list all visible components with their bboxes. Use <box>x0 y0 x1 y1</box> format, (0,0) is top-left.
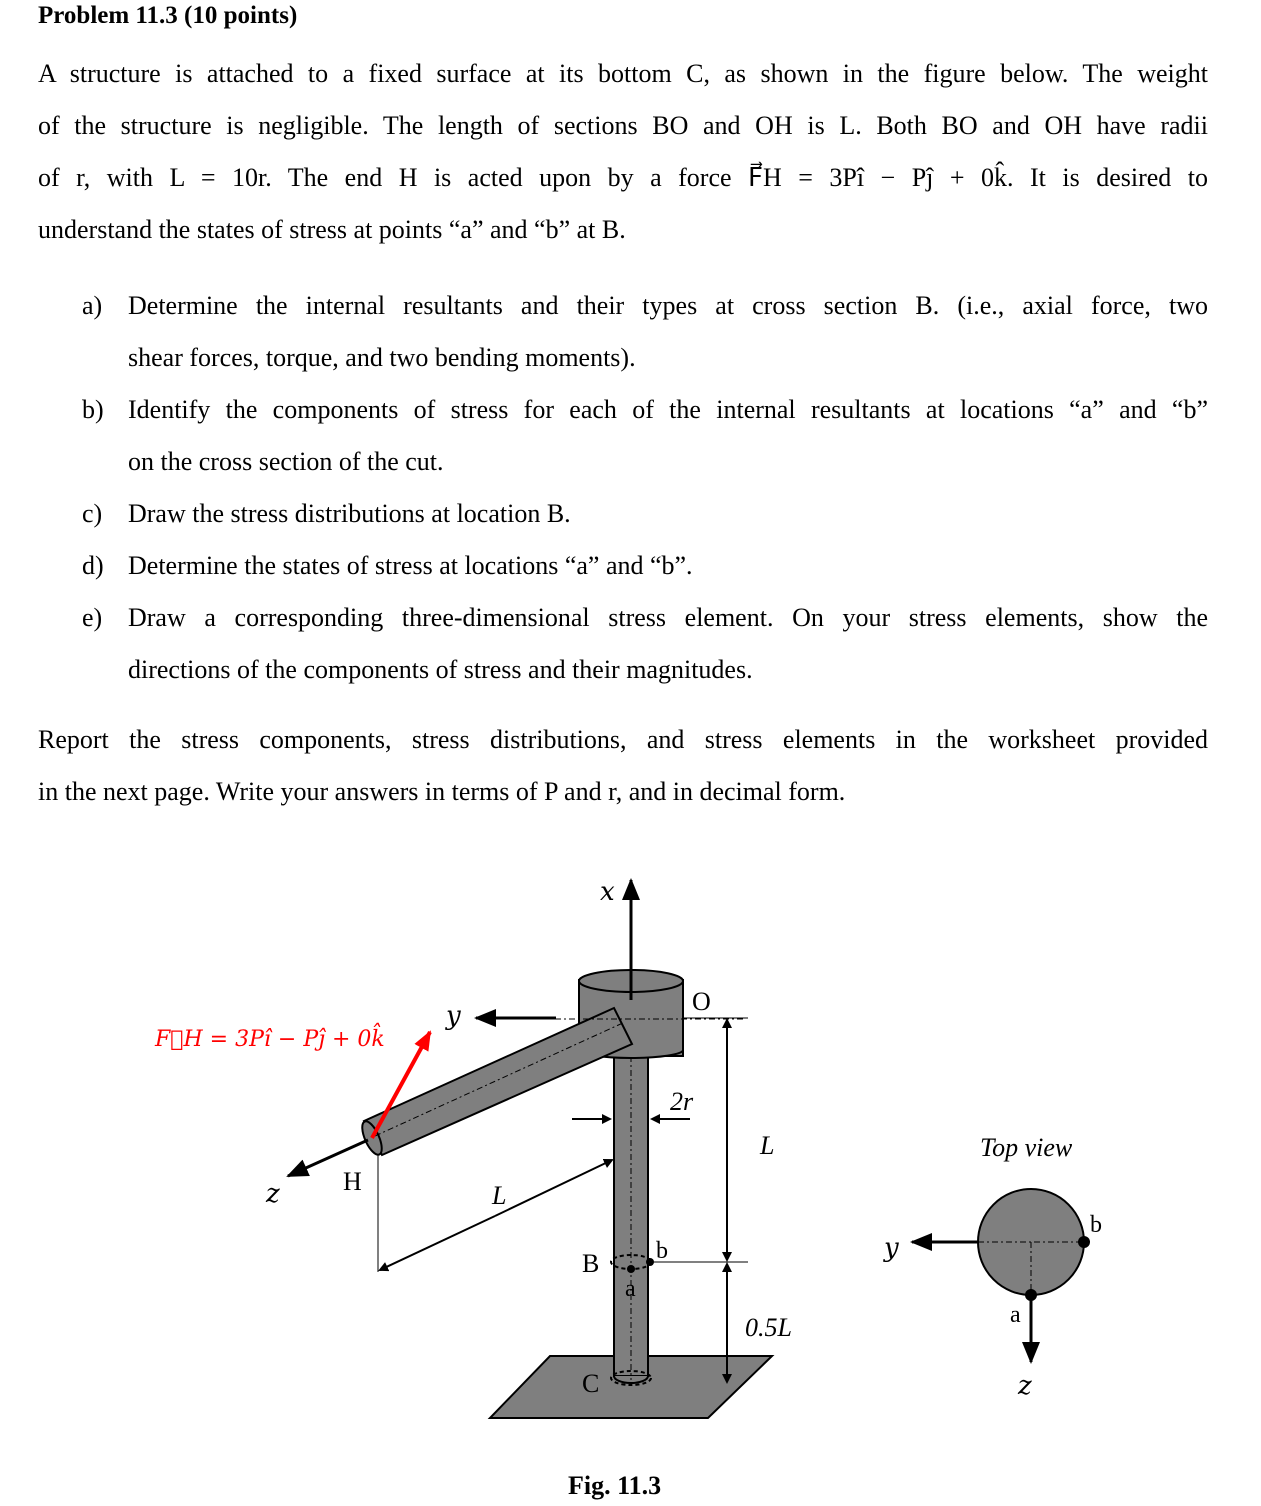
axis-y-label: y <box>446 1001 461 1031</box>
axis-z-label: z <box>266 1179 280 1209</box>
point-a-dot <box>627 1265 635 1273</box>
intro-line: of the structure is negligible. The length of sections BO and OH is L. Both BO and OH have radii <box>38 111 1208 140</box>
intro-line: of r, with L = 10r. The end H is acted upon by a force F⃗H = 3Pî − Pĵ + 0k̂. It is desired to <box>38 163 1208 192</box>
axis-x-label: x <box>600 877 615 907</box>
force-label: F⃗H = 3Pî − Pĵ + 0k̂ <box>155 1027 385 1052</box>
report-line: Report the stress components, stress distributions, and stress elements in the worksheet provided <box>38 725 1208 754</box>
report-line: in the next page. Write your answers in terms of P and r, and in decimal form. <box>38 777 846 806</box>
question-label: b) <box>82 395 104 424</box>
top-view-axis-y: y <box>884 1233 899 1263</box>
dim-05L-label: 0.5L <box>745 1313 792 1342</box>
point-H-label: H <box>343 1167 362 1196</box>
point-B-label: B <box>582 1249 600 1278</box>
point-a-label: a <box>625 1276 636 1302</box>
top-view-point-b-label: b <box>1090 1212 1102 1238</box>
dim-L-arm <box>380 1216 495 1270</box>
top-view-point-b <box>1078 1236 1090 1248</box>
figure-caption: Fig. 11.3 <box>568 1471 662 1500</box>
question-line: on the cross section of the cut. <box>128 447 444 476</box>
question-label: a) <box>82 291 103 320</box>
point-O-label: O <box>692 987 711 1016</box>
question-line: Determine the internal resultants and their types at cross section B. (i.e., axial force, two <box>128 291 1208 320</box>
top-view-axis-z: z <box>1018 1371 1032 1401</box>
top-view-point-a <box>1025 1289 1037 1301</box>
point-C-label: C <box>582 1369 600 1398</box>
dim-2r-label: 2r <box>670 1087 694 1116</box>
question-line: Determine the states of stress at locations “a” and “b”. <box>128 551 693 580</box>
question-line: shear forces, torque, and two bending moments). <box>128 343 636 372</box>
question-label: e) <box>82 603 103 632</box>
top-view-point-a-label: a <box>1010 1302 1021 1328</box>
dim-L-vertical-label: L <box>760 1131 775 1160</box>
dim-L-arm-label: L <box>492 1181 507 1210</box>
intro-line: A structure is attached to a fixed surface at its bottom C, as shown in the figure below. The weight <box>38 59 1208 88</box>
dim-L-arm-2 <box>495 1160 612 1216</box>
question-label: c) <box>82 499 103 528</box>
question-line: Draw a corresponding three-dimensional stress element. On your stress elements, show the <box>128 603 1208 632</box>
question-line: directions of the components of stress and their magnitudes. <box>128 655 753 684</box>
question-line: Identify the components of stress for each of the internal resultants at locations “a” and “b” <box>128 395 1208 424</box>
point-b-label: b <box>656 1238 668 1264</box>
problem-title: Problem 11.3 (10 points) <box>38 2 298 29</box>
top-view-title: Top view <box>980 1133 1073 1162</box>
question-line: Draw the stress distributions at location B. <box>128 499 571 528</box>
question-label: d) <box>82 551 104 580</box>
intro-line: understand the states of stress at points “a” and “b” at B. <box>38 215 626 244</box>
